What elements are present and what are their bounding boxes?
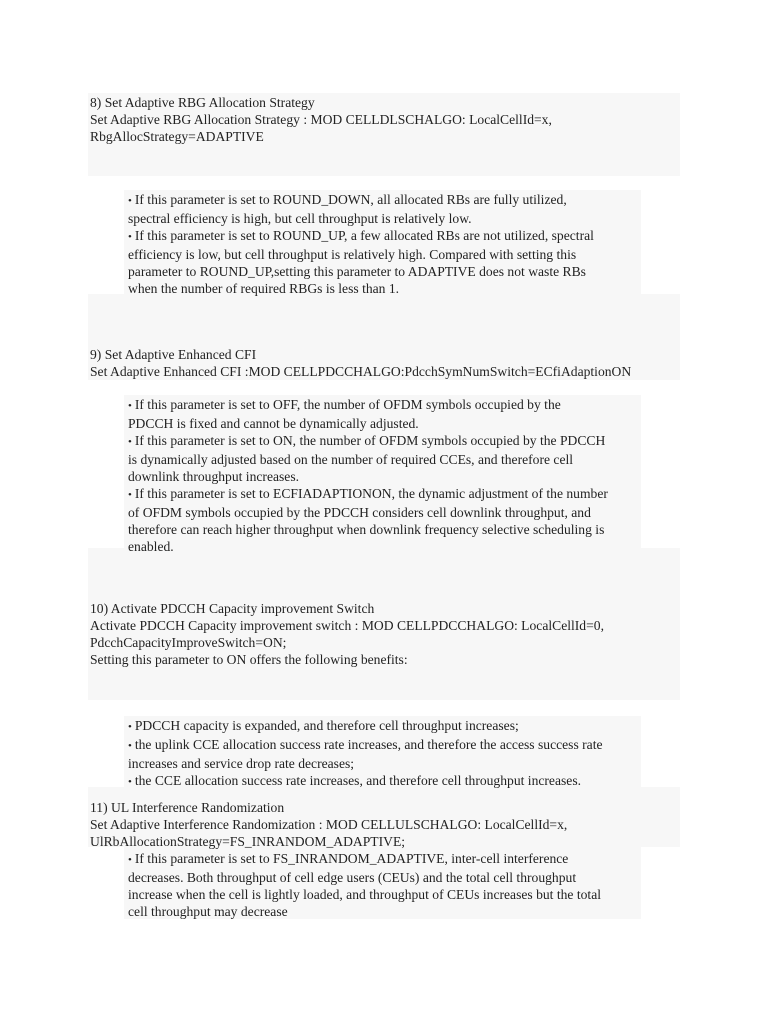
bullet-icon: • [128,231,132,243]
section-heading: 10) Activate PDCCH Capacity improvement Switch [90,601,375,616]
bullet-item: • If this parameter is set to ECFIADAPTIONON, the dynamic adjustment of the number of OFDM symbols occupied by the PDCCH considers cell downlink throughput, and therefore can reach higher throughput when downlink frequency selective scheduling is enabled. [128,486,608,554]
bullet-item: • the CCE allocation success rate increases, and therefore cell throughput increases. [128,773,582,788]
section-11-text [90,799,567,850]
section-8-text [90,94,552,145]
bullet-item: • If this parameter is set to OFF, the number of OFDM symbols occupied by the PDCCH is fixed and cannot be dynamically adjusted. [128,397,561,431]
bullet-icon: • [128,195,132,207]
bullet-item: • If this parameter is set to ROUND_UP, a few allocated RBs are not utilized, spectral efficiency is low, but cell throughput is relatively high. Compared with setting this parameter to ROUND_UP,setting this parameter to ADAPTIVE does not waste RBs when the number of required RBGs is less than 1. [128,228,594,296]
bullet-item: • the uplink CCE allocation success rate increases, and therefore the access success rate increases and service drop rate decreases; [128,737,603,771]
bullet-item: • PDCCH capacity is expanded, and therefore cell throughput increases; [128,718,519,733]
section-heading: 9) Set Adaptive Enhanced CFI [90,347,257,362]
bullet-item: • If this parameter is set to ROUND_DOWN, all allocated RBs are fully utilized, spectral efficiency is high, but cell throughput is relatively low. [128,192,567,226]
section-11-bullets [128,850,601,920]
bullet-icon: • [128,776,132,788]
bullet-item: • If this parameter is set to ON, the number of OFDM symbols occupied by the PDCCH is dynamically adjusted based on the number of required CCEs, and therefore cell downlink throughput increases. [128,433,606,484]
section-10-text [90,600,604,668]
description-line: Setting this parameter to ON offers the following benefits: [90,652,408,667]
bullet-icon: • [128,740,132,752]
command-line: UlRbAllocationStrategy=FS_INRANDOM_ADAPTIVE; [90,834,406,849]
command-line: Set Adaptive Enhanced CFI :MOD CELLPDCCHALGO:PdcchSymNumSwitch=ECfiAdaptionON [90,364,632,379]
section-9-bullets [128,396,608,555]
section-heading: 11) UL Interference Randomization [90,800,285,815]
command-line: RbgAllocStrategy=ADAPTIVE [90,129,264,144]
section-8-bullets [128,191,594,297]
bullet-item: • If this parameter is set to FS_INRANDOM_ADAPTIVE, inter-cell interference decreases. Both throughput of cell edge users (CEUs) and the total cell throughput increase when the cell is lightly loaded, and throughput of CEUs increases but the total cell throughput may decrease [128,851,602,919]
bullet-icon: • [128,489,132,501]
command-line: Activate PDCCH Capacity improvement switch : MOD CELLPDCCHALGO: LocalCellId=0, [90,618,604,633]
bullet-icon: • [128,854,132,866]
bullet-icon: • [128,721,132,733]
bullet-icon: • [128,436,132,448]
section-9-text [90,346,631,380]
bullet-icon: • [128,400,132,412]
command-line: Set Adaptive Interference Randomization : MOD CELLULSCHALGO: LocalCellId=x, [90,817,568,832]
section-heading: 8) Set Adaptive RBG Allocation Strategy [90,95,315,110]
command-line: Set Adaptive RBG Allocation Strategy : MOD CELLDLSCHALGO: LocalCellId=x, [90,112,552,127]
command-line: PdcchCapacityImproveSwitch=ON; [90,635,287,650]
section-10-bullets [128,717,603,791]
